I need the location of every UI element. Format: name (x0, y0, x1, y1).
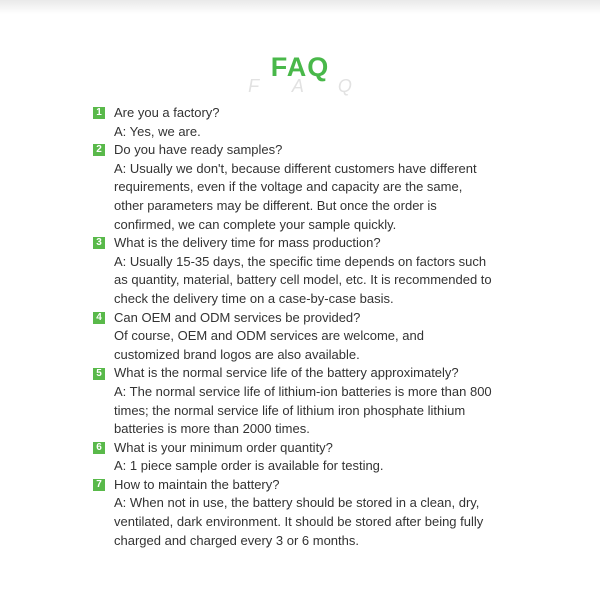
number-badge: 3 (93, 237, 105, 249)
number-badge: 7 (93, 479, 105, 491)
faq-question: Are you a factory? (114, 105, 220, 120)
faq-answer: A: The normal service life of lithium-ion batteries is more than 800 times; the normal service life of lithium iron phosphate lithium batteries is more than 2000 times. (114, 383, 492, 437)
faq-list (93, 104, 493, 550)
faq-answer: A: Usually 15-35 days, the specific time depends on factors such as quantity, material, battery cell model, etc. It is recommended to check the delivery time on a case-by-case basis. (114, 253, 492, 306)
number-badge: 5 (93, 368, 105, 380)
faq-question: What is your minimum order quantity? (114, 439, 333, 455)
faq-item-4 (93, 309, 493, 365)
number-badge: 2 (93, 144, 105, 156)
number-badge: 6 (93, 442, 105, 454)
faq-answer: A: Usually we don't, because different customers have different requirements, even if the voltage and capacity are the same, other parameters may be different. But once the order is confirmed, we can complete your sample quickly. (114, 160, 477, 232)
number-badge: 4 (93, 312, 105, 324)
top-shade (0, 0, 600, 14)
faq-item-6 (93, 439, 493, 476)
faq-question: How to maintain the battery? (114, 476, 280, 492)
faq-item-3 (93, 234, 493, 308)
faq-answer: A: 1 piece sample order is available for testing. (114, 458, 384, 474)
faq-header (0, 52, 600, 102)
faq-item-1 (93, 104, 493, 141)
page-title: FAQ (270, 52, 330, 82)
faq-answer: A: Yes, we are. (114, 123, 201, 139)
faq-question: Do you have ready samples? (114, 142, 283, 158)
number-badge: 1 (93, 107, 105, 119)
faq-question: What is the delivery time for mass production? (114, 235, 381, 251)
faq-item-5 (93, 364, 493, 438)
faq-question: What is the normal service life of the battery approximately? (114, 365, 459, 381)
faq-answer: A: When not in use, the battery should be stored in a clean, dry, ventilated, dark environment. It should be stored after being fully charged and charged every 3 or 6 months. (114, 495, 484, 548)
faq-item-2 (93, 141, 493, 234)
title-watermark: FAQ (248, 76, 386, 96)
faq-question: Can OEM and ODM services be provided? (114, 309, 361, 325)
faq-item-7 (93, 476, 493, 550)
faq-answer: Of course, OEM and ODM services are welcome, and customized brand logos are also available. (114, 328, 424, 362)
